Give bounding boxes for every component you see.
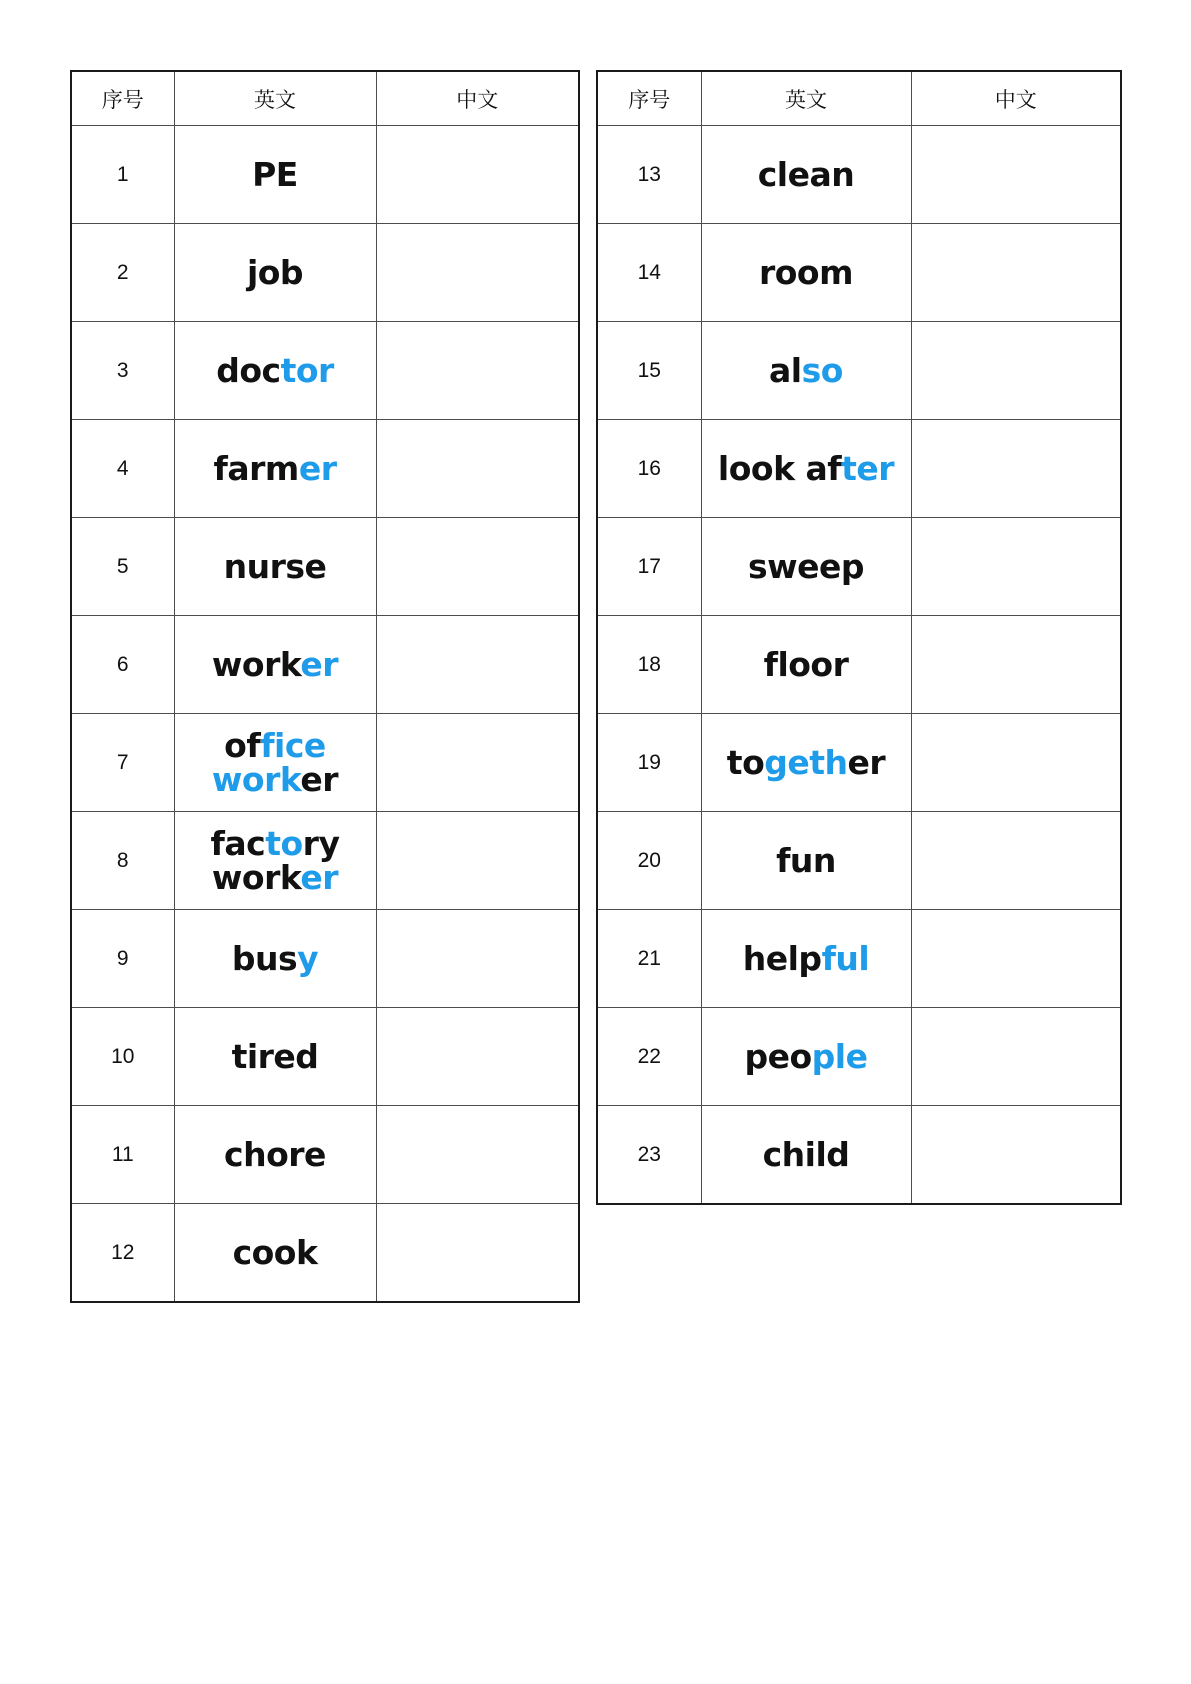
word-line: [702, 546, 911, 586]
row-number: 21: [597, 910, 701, 1008]
col-header-chinese: 中文: [376, 71, 579, 126]
row-number: 7: [71, 714, 174, 812]
word-letters: job: [246, 252, 304, 292]
english-word: [701, 518, 911, 616]
chinese-answer-cell: [376, 812, 579, 910]
vocab-row: [71, 224, 579, 322]
word-letters: farm: [213, 448, 299, 488]
word-letters: of: [224, 725, 261, 765]
vocab-row: [597, 1008, 1121, 1106]
right-table-body: [597, 126, 1121, 1205]
english-word: [701, 910, 911, 1008]
highlighted-letters: geth: [764, 742, 848, 782]
header-row-left: [71, 71, 579, 126]
english-word: [701, 714, 911, 812]
row-number: 22: [597, 1008, 701, 1106]
highlighted-letters: y: [297, 938, 319, 978]
word-line: [702, 252, 911, 292]
word-letters: peo: [744, 1036, 812, 1076]
row-number: 20: [597, 812, 701, 910]
word-letters: doc: [216, 350, 281, 390]
vocab-row: [597, 224, 1121, 322]
word-letters: cook: [232, 1232, 318, 1272]
word-line: [175, 252, 376, 292]
vocab-row: [71, 1106, 579, 1204]
vocab-row: [597, 126, 1121, 224]
col-header-index: 序号: [71, 71, 174, 126]
vocab-row: [71, 812, 579, 910]
word-letters: er: [847, 742, 886, 782]
chinese-answer-cell: [376, 322, 579, 420]
word-letters: tired: [231, 1036, 319, 1076]
chinese-answer-cell: [911, 616, 1121, 714]
chinese-answer-cell: [911, 1106, 1121, 1205]
row-number: 5: [71, 518, 174, 616]
row-number: 8: [71, 812, 174, 910]
chinese-answer-cell: [376, 126, 579, 224]
vocab-row: [597, 910, 1121, 1008]
word-letters: work: [211, 857, 301, 897]
word-line: [175, 725, 376, 765]
row-number: 14: [597, 224, 701, 322]
word-letters: er: [300, 759, 339, 799]
chinese-answer-cell: [376, 1106, 579, 1204]
vocab-row: [71, 1008, 579, 1106]
english-word: [174, 1106, 376, 1204]
vocab-tables: [70, 70, 1122, 1303]
english-word: [174, 812, 376, 910]
word-line: [175, 1232, 376, 1272]
word-letters: room: [758, 252, 853, 292]
vocab-row: [71, 714, 579, 812]
word-line: [175, 448, 376, 488]
vocab-table-left: [70, 70, 580, 1303]
word-letters: PE: [252, 154, 298, 194]
english-word: [701, 812, 911, 910]
highlighted-letters: ful: [821, 938, 870, 978]
word-letters: look af: [717, 448, 842, 488]
row-number: 17: [597, 518, 701, 616]
english-word: [174, 322, 376, 420]
english-word: [174, 1204, 376, 1303]
vocab-row: [71, 126, 579, 224]
word-line: [702, 644, 911, 684]
row-number: 18: [597, 616, 701, 714]
row-number: 9: [71, 910, 174, 1008]
chinese-answer-cell: [911, 420, 1121, 518]
chinese-answer-cell: [911, 812, 1121, 910]
english-word: [174, 420, 376, 518]
english-word: [701, 1008, 911, 1106]
vocab-row: [597, 420, 1121, 518]
highlighted-letters: so: [801, 350, 843, 390]
word-line: [702, 448, 911, 488]
vocab-row: [597, 714, 1121, 812]
english-word: [701, 1106, 911, 1205]
vocab-table-right: [596, 70, 1122, 1205]
chinese-answer-cell: [376, 1204, 579, 1303]
vocab-row: [597, 812, 1121, 910]
chinese-answer-cell: [376, 518, 579, 616]
chinese-answer-cell: [376, 714, 579, 812]
english-word: [701, 420, 911, 518]
highlighted-letters: ter: [841, 448, 895, 488]
vocab-row: [597, 1106, 1121, 1205]
chinese-answer-cell: [911, 322, 1121, 420]
word-letters: nurse: [223, 546, 327, 586]
col-header-index: 序号: [597, 71, 701, 126]
word-line: [175, 546, 376, 586]
word-letters: al: [769, 350, 802, 390]
word-line: [702, 840, 911, 880]
word-letters: to: [726, 742, 765, 782]
english-word: [174, 616, 376, 714]
word-letters: ry: [302, 823, 340, 863]
chinese-answer-cell: [911, 518, 1121, 616]
word-line: [702, 742, 911, 782]
english-word: [174, 910, 376, 1008]
row-number: 2: [71, 224, 174, 322]
row-number: 10: [71, 1008, 174, 1106]
chinese-answer-cell: [376, 224, 579, 322]
word-line: [175, 759, 376, 799]
vocab-row: [71, 420, 579, 518]
word-letters: fac: [210, 823, 266, 863]
vocab-row: [597, 616, 1121, 714]
word-line: [175, 350, 376, 390]
word-line: [702, 1036, 911, 1076]
english-word: [174, 126, 376, 224]
word-letters: help: [742, 938, 822, 978]
word-line: [175, 1036, 376, 1076]
row-number: 12: [71, 1204, 174, 1303]
word-line: [175, 154, 376, 194]
vocab-row: [71, 910, 579, 1008]
highlighted-letters: er: [300, 644, 339, 684]
row-number: 23: [597, 1106, 701, 1205]
word-letters: floor: [763, 644, 849, 684]
english-word: [701, 224, 911, 322]
word-line: [702, 154, 911, 194]
row-number: 19: [597, 714, 701, 812]
word-line: [175, 938, 376, 978]
vocab-row: [71, 616, 579, 714]
row-number: 4: [71, 420, 174, 518]
row-number: 11: [71, 1106, 174, 1204]
highlighted-letters: work: [211, 759, 301, 799]
vocab-row: [71, 1204, 579, 1303]
vocab-row: [597, 518, 1121, 616]
vocab-row: [71, 322, 579, 420]
word-line: [702, 938, 911, 978]
row-number: 6: [71, 616, 174, 714]
word-line: [175, 1134, 376, 1174]
highlighted-letters: tor: [280, 350, 334, 390]
header-row-right: [597, 71, 1121, 126]
english-word: [701, 126, 911, 224]
row-number: 3: [71, 322, 174, 420]
word-letters: sweep: [747, 546, 864, 586]
row-number: 13: [597, 126, 701, 224]
chinese-answer-cell: [911, 224, 1121, 322]
highlighted-letters: fice: [260, 725, 326, 765]
row-number: 15: [597, 322, 701, 420]
chinese-answer-cell: [376, 616, 579, 714]
english-word: [174, 224, 376, 322]
word-letters: work: [211, 644, 301, 684]
word-line: [175, 823, 376, 863]
chinese-answer-cell: [376, 1008, 579, 1106]
english-word: [701, 322, 911, 420]
vocab-row: [597, 322, 1121, 420]
english-word: [701, 616, 911, 714]
vocab-row: [71, 518, 579, 616]
row-number: 16: [597, 420, 701, 518]
word-letters: child: [762, 1134, 850, 1174]
highlighted-letters: to: [265, 823, 303, 863]
word-letters: clean: [757, 154, 855, 194]
chinese-answer-cell: [376, 910, 579, 1008]
chinese-answer-cell: [911, 126, 1121, 224]
left-table-body: [71, 126, 579, 1303]
word-line: [175, 644, 376, 684]
row-number: 1: [71, 126, 174, 224]
chinese-answer-cell: [911, 910, 1121, 1008]
word-letters: chore: [224, 1134, 326, 1174]
highlighted-letters: ple: [811, 1036, 868, 1076]
word-line: [175, 857, 376, 897]
col-header-chinese: 中文: [911, 71, 1121, 126]
word-letters: bus: [231, 938, 298, 978]
english-word: [174, 714, 376, 812]
highlighted-letters: er: [300, 857, 339, 897]
chinese-answer-cell: [911, 714, 1121, 812]
col-header-english: 英文: [701, 71, 911, 126]
english-word: [174, 518, 376, 616]
chinese-answer-cell: [376, 420, 579, 518]
chinese-answer-cell: [911, 1008, 1121, 1106]
word-letters: fun: [776, 840, 836, 880]
word-line: [702, 350, 911, 390]
english-word: [174, 1008, 376, 1106]
word-line: [702, 1134, 911, 1174]
col-header-english: 英文: [174, 71, 376, 126]
highlighted-letters: er: [298, 448, 337, 488]
